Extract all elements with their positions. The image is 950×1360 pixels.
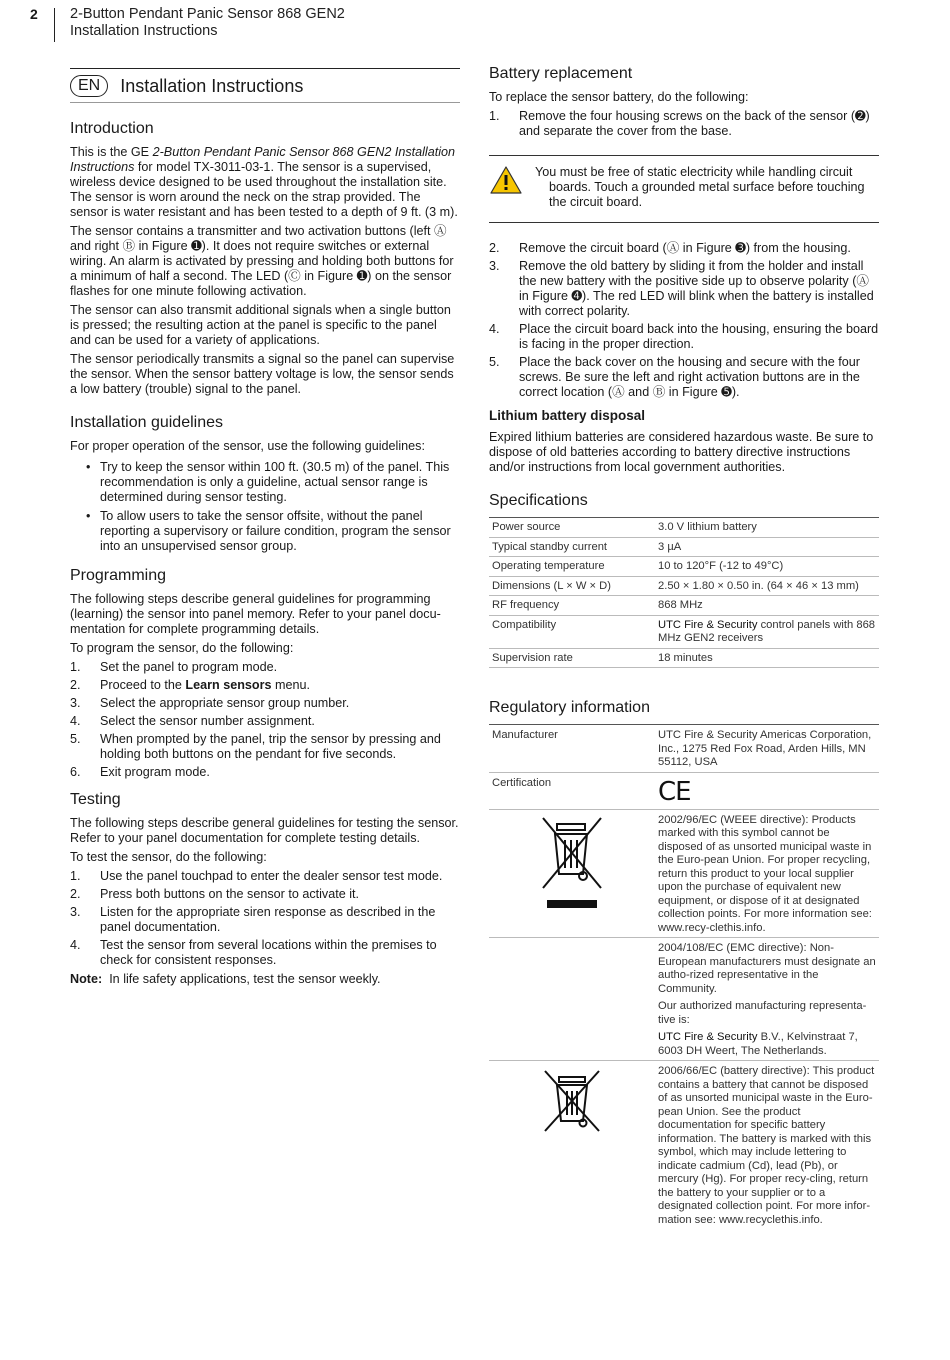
list-item [86,460,460,505]
guidelines-lead: For proper operation of the sensor, use the following guidelines: [70,439,425,453]
list-item-text: Try to keep the sensor within 100 ft. (30.5 m) of the panel. This recommendation is only a guideline, actual sensor range is determined during sensor testing. [100,460,450,504]
table-row [489,648,879,668]
step-number: 1. [489,109,500,123]
step-number: 4. [70,938,81,952]
list-item [70,714,460,729]
step-number: 6. [70,765,81,779]
step-number: 3. [70,696,81,710]
spec-key: RF frequency [489,596,655,616]
testing-steps [70,869,460,968]
list-item [70,660,460,675]
spec-key: Supervision rate [489,648,655,668]
warning-icon [489,165,535,210]
table-row [489,576,879,596]
brand-name: UTC Fire & Security [658,1031,758,1043]
list-item [70,765,460,780]
step-text: Place the circuit board back into the housing, ensuring the board is facing in the proper direction. [519,322,879,351]
step-text: Use the panel touchpad to enter the dealer sensor test mode. [100,869,443,883]
battery-steps-part2 [489,241,879,400]
title-bar [70,68,460,103]
step-text: Place the back cover on the housing and secure with the four screws. Be sure the left and right activation buttons are in the correct location (Ⓐ and Ⓑ in Figure ➎). [519,355,860,399]
step-text: Set the panel to program mode. [100,660,278,674]
step-text: Exit program mode. [100,765,210,779]
spec-key: Operating temperature [489,557,655,577]
step-text: Remove the circuit board (Ⓐ in Figure ➌) from the housing. [519,241,851,255]
weee-symbol-cell [489,809,655,938]
testing-paragraph: The following steps describe general guidelines for testing the sensor. Refer to your panel documentation for complete testing details. [70,816,459,845]
programming-lead: To program the sensor, do the following: [70,641,294,655]
step-text: Test the sensor from several locations within the premises to check for consistent responses. [100,938,437,967]
reg-value: UTC Fire & Security Americas Corporation, Inc., 1275 Red Fox Road, Arden Hills, MN 55112, USA [655,725,879,773]
step-text: Listen for the appropriate siren response as described in the panel documentation. [100,905,436,934]
ce-mark-text: CE [658,776,691,807]
brand-name: UTC Fire & Security [658,618,758,631]
warning-text: You must be free of static electricity while handling circuit boards. Touch a grounded metal surface before touching the circuit board. [535,165,865,209]
intro-paragraph-1 [70,145,460,220]
table-row [489,938,879,1061]
list-item-text: To allow users to take the sensor offsite, without the panel reporting a supervisory or failure condition, program the sensor into an unsupervised sensor group. [100,509,451,553]
intro-text: for model TX-3011-03-1. The sensor is a supervised, wireless device designed to be used throughout the installation site. The sensor is worn around the neck on the strap provided. The sensor is water resistant and has been tested to a depth of 9 ft. (3 m). [70,160,458,219]
header-subtitle: Installation Instructions [70,23,218,39]
lithium-disposal-section [489,408,879,475]
battery-directive-text: 2006/66/EC (battery directive): This product contains a battery that cannot be disposed of as unsorted municipal waste in the Euro-pean Union. See the product documentation for specific battery information. The battery is marked with this symbol, which may include lettering to indicate cadmium (Cd), lead (Pb), or mercury (Hg). For proper recy-cling, return the battery to your supplier or to a designated collection point. For more infor-mation see: www.recyclethis.info. [655,1061,879,1230]
specifications-section [489,491,879,668]
list-item [70,696,460,711]
intro-paragraph-4: The sensor periodically transmits a signal so the panel can supervise the sensor. When the sensor battery voltage is low, the sensor sends a low battery (trouble) signal to the panel. [70,352,455,396]
page-number: 2 [30,6,38,22]
spec-key: Power source [489,518,655,538]
battery-steps-part1 [489,109,879,139]
step-text-part: menu. [271,678,311,692]
regulatory-section [489,698,879,1229]
step-text-part: Proceed to the [100,678,186,692]
list-item [489,109,879,139]
reg-key: Certification [489,772,655,809]
note-text: In life safety applications, test the sensor weekly. [109,972,381,986]
step-text [100,678,460,693]
header-title: 2-Button Pendant Panic Sensor 868 GEN2 [70,6,345,22]
bullet-icon: • [86,460,91,474]
page-title: Installation Instructions [120,75,304,96]
reg-key: Manufacturer [489,725,655,773]
table-row [489,537,879,557]
programming-paragraph: The following steps describe general guidelines for programming (learning) the sensor into panel memory. Refer to your panel docu-mentation for complete programming details. [70,592,441,636]
spec-value: 868 MHz [655,596,879,616]
list-item [489,241,879,256]
ce-mark [655,772,879,809]
list-item [70,869,460,884]
spec-key: Typical standby current [489,537,655,557]
guidelines-section [70,413,460,554]
authorized-rep-address [658,1031,876,1058]
list-item [86,509,460,554]
step-number: 2. [70,887,81,901]
step-number: 3. [70,905,81,919]
battery-lead: To replace the sensor battery, do the following: [489,90,749,104]
list-item [489,355,879,400]
spec-value: 10 to 120°F (-12 to 49°C) [655,557,879,577]
list-item [489,259,879,319]
spec-value: 18 minutes [655,648,879,668]
step-number: 1. [70,660,81,674]
table-row [489,615,879,648]
intro-paragraph-2: The sensor contains a transmitter and two activation buttons (left Ⓐ and right Ⓑ in Figure ➊). It does not require switches or external wiring. An alarm is activated by pressing and holding both buttons for a minimum of half a second. The LED (Ⓒ in Figure ➊) on the sensor flashes for one minute following activation. [70,224,454,298]
list-item [70,887,460,902]
crossed-bin-icon [537,814,607,914]
list-item [70,938,460,968]
intro-text: This is the GE [70,145,153,159]
introduction-section [70,119,460,397]
list-item [70,732,460,762]
table-row [489,772,879,809]
step-text: Remove the four housing screws on the back of the sensor (➋) and separate the cover from the base. [519,109,870,138]
spec-value-text: control panels with 868 MHz GEN2 receivers [658,618,876,644]
spec-value: 3.0 V lithium battery [655,518,879,538]
lithium-paragraph: Expired lithium batteries are considered hazardous waste. Be sure to dispose of old batteries according to battery directive instructions and/or instructions from local government authorities. [489,430,874,474]
table-row [489,596,879,616]
step-text: Press both buttons on the sensor to activate it. [100,887,360,901]
testing-section [70,790,460,987]
programming-steps [70,660,460,780]
static-warning-box [489,155,879,223]
doc-title-italic: 2-Button Pendant Panic Sensor 868 GEN2 Installation Instructions [70,145,456,174]
list-item [70,678,460,693]
spec-value: 3 µA [655,537,879,557]
table-row [489,518,879,538]
introduction-heading: Introduction [70,120,154,137]
note-label: Note: [70,972,103,986]
emc-directive-cell [655,938,879,1061]
regulatory-table [489,724,879,1229]
lithium-disposal-heading: Lithium battery disposal [489,408,646,423]
regulatory-heading: Regulatory information [489,699,650,716]
address-text: B.V., Kelvinstraat 7, 6003 DH Weert, The Netherlands. [658,1031,858,1057]
spec-key: Dimensions (L × W × D) [489,576,655,596]
guidelines-list [70,460,460,554]
running-header [70,6,345,40]
emc-directive-text: 2004/108/EC (EMC directive): Non-European manufacturers must designate an autho-rized representative in the Community. [658,942,876,995]
table-row [489,809,879,938]
step-number: 1. [70,869,81,883]
list-item [489,322,879,352]
table-row [489,1061,879,1230]
bullet-icon: • [86,509,91,523]
step-number: 4. [70,714,81,728]
testing-heading: Testing [70,791,121,808]
testing-note [70,972,460,987]
programming-heading: Programming [70,567,167,584]
right-column [489,64,879,1229]
step-text: When prompted by the panel, trip the sensor by pressing and holding both buttons on the pendant for five seconds. [100,732,441,761]
step-number: 4. [489,322,500,336]
header-divider [54,8,55,42]
intro-paragraph-3: The sensor can also transmit additional signals when a single button is pressed; the resulting action at the panel is specific to the panel and can be used for a variety of applications. [70,303,451,347]
crossed-bin-icon [537,1065,607,1135]
left-column [70,68,460,991]
specifications-table [489,517,879,668]
table-row [489,557,879,577]
battery-replacement-heading: Battery replacement [489,65,633,82]
spec-key: Compatibility [489,615,655,648]
list-item [70,905,460,935]
guidelines-heading: Installation guidelines [70,414,223,431]
spec-value [655,615,879,648]
step-number: 2. [70,678,81,692]
step-number: 3. [489,259,500,273]
battery-replacement-section [489,64,879,400]
specifications-heading: Specifications [489,492,588,509]
authorized-rep-label: Our authorized manufacturing representa-tive is: [658,1000,867,1026]
step-text: Remove the old battery by sliding it from the holder and install the new battery with the positive side up to observe polarity (Ⓐ in Figure ➍). The red LED will blink when the battery is installed with correct polarity. [519,259,874,318]
step-text: Select the sensor number assignment. [100,714,315,728]
step-text: Select the appropriate sensor group number. [100,696,350,710]
spec-value: 2.50 × 1.80 × 0.50 in. (64 × 46 × 13 mm) [655,576,879,596]
battery-symbol-cell [489,1061,655,1230]
step-number: 2. [489,241,500,255]
step-number: 5. [70,732,81,746]
step-number: 5. [489,355,500,369]
weee-directive-text: 2002/96/EC (WEEE directive): Products marked with this symbol cannot be disposed of as unsorted municipal waste in the Euro-pean Union. For proper recycling, return this product to your local supplier upon the purchase of equivalent new equipment, or dispose of it at designated collection points. For more information see: www.recy-clethis.info. [655,809,879,938]
language-badge: EN [70,75,108,97]
programming-section [70,566,460,780]
menu-name: Learn sensors [185,678,272,692]
table-row [489,725,879,773]
testing-lead: To test the sensor, do the following: [70,850,267,864]
